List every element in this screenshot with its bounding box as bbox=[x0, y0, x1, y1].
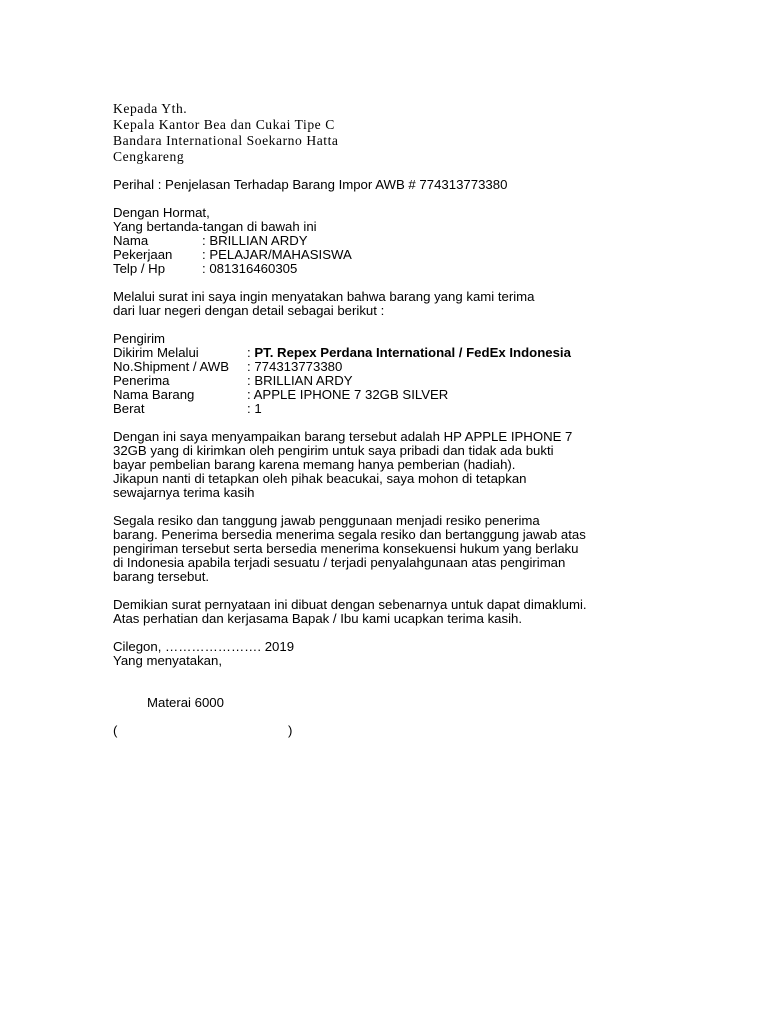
paragraph-2-line: pengiriman tersebut serta bersedia menerima konsekuensi hukum yang berlaku bbox=[113, 541, 579, 556]
signer-label: Yang menyatakan, bbox=[113, 653, 222, 668]
addressee-line-1: Kepada Yth. bbox=[113, 101, 188, 116]
paragraph-1-line: bayar pembelian barang karena memang hanya pemberian (hadiah). bbox=[113, 457, 516, 472]
weight-value: 1 bbox=[254, 401, 262, 416]
addressee-line-2: Kepala Kantor Bea dan Cukai Tipe C bbox=[113, 117, 335, 132]
courier-name: PT. Repex Perdana International / FedEx Indonesia bbox=[254, 345, 571, 360]
closing-line-2: Atas perhatian dan kerjasama Bapak / Ibu kami ucapkan terima kasih. bbox=[113, 611, 523, 626]
paragraph-1-line: 32GB yang di kirimkan oleh pengirim untuk saya pribadi dan tidak ada bukti bbox=[113, 443, 554, 458]
identity-label: Pekerjaan bbox=[113, 247, 173, 262]
shipment-value bbox=[247, 388, 448, 403]
shipment-heading: Pengirim bbox=[113, 331, 166, 346]
shipment-label: Dikirim Melalui bbox=[113, 345, 199, 360]
addressee-line-4: Cengkareng bbox=[113, 149, 185, 164]
paragraph-2-line: di Indonesia apabila terjadi sesuatu / terjadi penyalahgunaan atas pengiriman bbox=[113, 555, 566, 570]
greeting: Dengan Hormat, bbox=[113, 205, 210, 220]
identity-value: : 081316460305 bbox=[202, 261, 298, 276]
item-name: APPLE IPHONE 7 32GB SILVER bbox=[253, 387, 449, 402]
shipment-value bbox=[247, 402, 262, 417]
shipment-sep: : bbox=[247, 345, 255, 360]
shipment-sep: : bbox=[247, 387, 254, 402]
stamp-duty-label: Materai 6000 bbox=[147, 695, 224, 710]
place-date: Cilegon, …………………. 2019 bbox=[113, 639, 295, 654]
paragraph-1-line: Dengan ini saya menyampaikan barang tersebut adalah HP APPLE IPHONE 7 bbox=[113, 429, 573, 444]
awb-number: 774313773380 bbox=[254, 359, 343, 374]
shipment-label: No.Shipment / AWB bbox=[113, 359, 230, 374]
identity-label: Nama bbox=[113, 233, 149, 248]
identity-row-phone bbox=[113, 261, 298, 277]
statement-line-1: Melalui surat ini saya ingin menyatakan bahwa barang yang kami terima bbox=[113, 289, 535, 304]
shipment-label: Berat bbox=[113, 401, 145, 416]
shipment-label: Penerima bbox=[113, 373, 170, 388]
identity-value: : PELAJAR/MAHASISWA bbox=[202, 247, 352, 262]
paragraph-2-line: barang. Penerima bersedia menerima segala resiko dan bertanggung jawab atas bbox=[113, 527, 586, 542]
subject-line: Perihal : Penjelasan Terhadap Barang Impor AWB # 774313773380 bbox=[113, 177, 508, 192]
statement-line-2: dari luar negeri dengan detail sebagai berikut : bbox=[113, 303, 385, 318]
addressee-line-3: Bandara International Soekarno Hatta bbox=[113, 133, 339, 148]
paragraph-2-line: barang tersebut. bbox=[113, 569, 210, 584]
shipment-row-weight bbox=[113, 401, 262, 417]
shipment-sep: : bbox=[247, 401, 255, 416]
intro-line: Yang bertanda-tangan di bawah ini bbox=[113, 219, 317, 234]
recipient-name: BRILLIAN ARDY bbox=[254, 373, 353, 388]
paragraph-2-line: Segala resiko dan tanggung jawab penggunaan menjadi resiko penerima bbox=[113, 513, 540, 528]
shipment-sep: : bbox=[247, 373, 255, 388]
identity-value: : BRILLIAN ARDY bbox=[202, 233, 308, 248]
paragraph-1-line: Jikapun nanti di tetapkan oleh pihak beacukai, saya mohon di tetapkan bbox=[113, 471, 527, 486]
shipment-sep: : bbox=[247, 359, 255, 374]
signature-close-paren: ) bbox=[288, 723, 293, 738]
paragraph-1-line: sewajarnya terima kasih bbox=[113, 485, 255, 500]
signature-open-paren: ( bbox=[113, 723, 118, 738]
shipment-label: Nama Barang bbox=[113, 387, 195, 402]
identity-label: Telp / Hp bbox=[113, 261, 166, 276]
closing-line-1: Demikian surat pernyataan ini dibuat dengan sebenarnya untuk dapat dimaklumi. bbox=[113, 597, 587, 612]
